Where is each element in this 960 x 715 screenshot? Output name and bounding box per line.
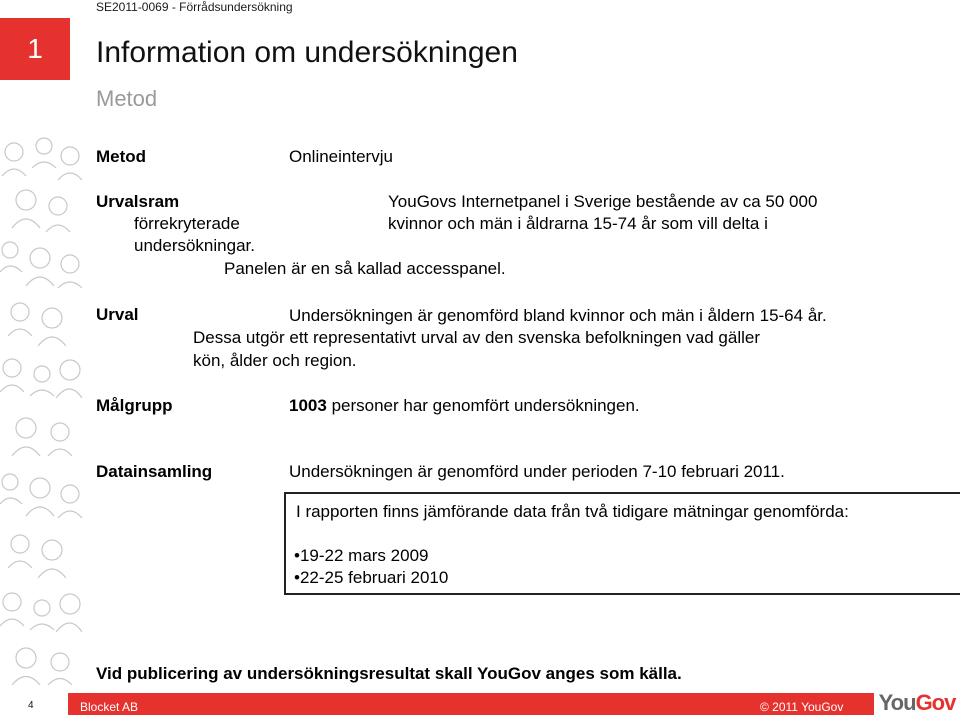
malgrupp-value <box>289 396 640 416</box>
urval-line2: Dessa utgör ett representativt urval av den svenska befolkningen vad gäller <box>193 328 760 347</box>
yougov-logo: You Gov <box>874 690 960 715</box>
comparison-item: •22-25 februari 2010 <box>294 568 449 587</box>
page-subtitle: Metod <box>96 86 158 111</box>
comparison-box <box>284 492 960 595</box>
urvalsram-line2-right: kvinnor och män i åldrarna 15-74 år som vill delta i <box>388 214 768 233</box>
urvalsram-line4: Panelen är en så kallad accesspanel. <box>224 259 506 278</box>
malgrupp-text: personer har genomfört undersökningen. <box>331 396 640 415</box>
urvalsram-line2-left: förrekryterade <box>134 214 240 233</box>
method-label: Metod <box>96 147 147 166</box>
comparison-lead: I rapporten finns jämförande data från två tidigare mätningar genomförda: <box>296 502 849 521</box>
malgrupp-label: Målgrupp <box>96 396 173 415</box>
crowd-illustration <box>0 130 82 685</box>
page-title: Information om undersökningen <box>96 36 518 69</box>
method-value: Onlineintervju <box>289 147 393 166</box>
document-header: SE2011-0069 - Förrådsundersökning <box>96 0 293 14</box>
chapter-number-badge: 1 <box>0 18 70 80</box>
datainsamling-label: Datainsamling <box>96 462 213 481</box>
page-number: 4 <box>28 700 34 711</box>
comparison-item: •19-22 mars 2009 <box>294 546 429 565</box>
urval-line1: Undersökningen är genomförd bland kvinnor och män i åldern 15-64 år. <box>289 306 827 325</box>
footer-client: Blocket AB <box>80 700 139 714</box>
urval-label: Urval <box>96 305 139 324</box>
footer-copyright: © 2011 YouGov <box>760 700 844 714</box>
urvalsram-line1: YouGovs Internetpanel i Sverige bestående av ca 50 000 <box>388 192 818 211</box>
datainsamling-text: Undersökningen är genomförd under perioden 7-10 februari 2011. <box>289 462 785 481</box>
urvalsram-line3: undersökningar. <box>134 236 255 255</box>
malgrupp-count: 1003 <box>289 396 327 415</box>
urvalsram-label: Urvalsram <box>96 192 180 211</box>
urval-line3: kön, ålder och region. <box>193 351 357 370</box>
publication-note: Vid publicering av undersökningsresultat skall YouGov anges som källa. <box>96 664 682 683</box>
